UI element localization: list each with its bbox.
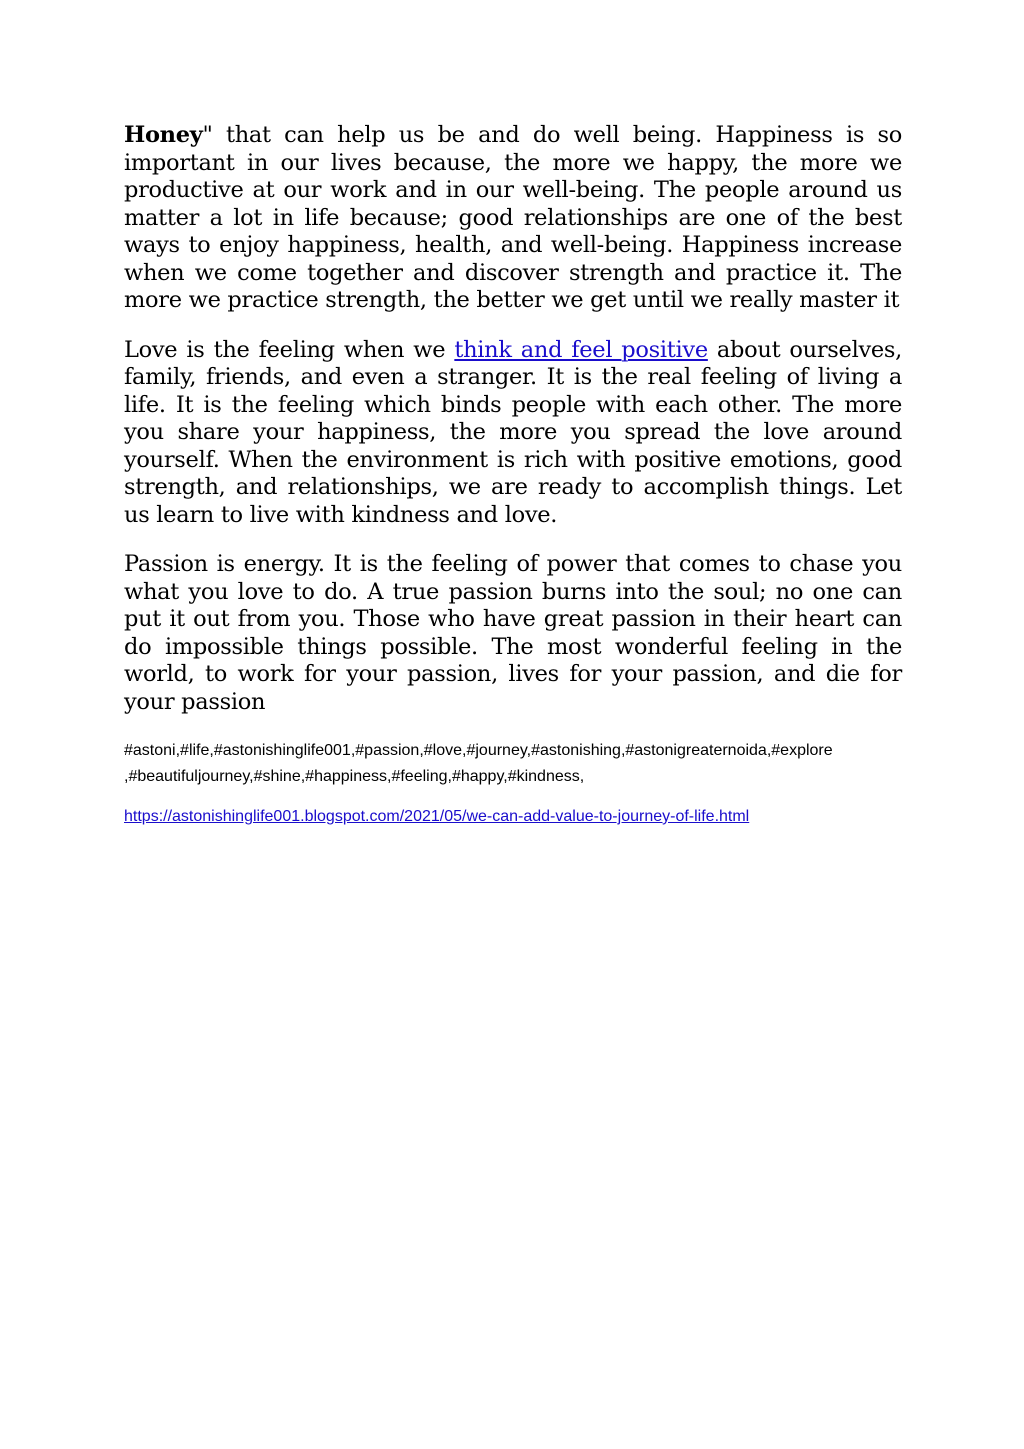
bold-word-honey: Honey xyxy=(124,122,203,148)
hashtags-line-2: ,#beautifuljourney,#shine,#happiness,#feeling,#happy,#kindness, xyxy=(124,768,585,785)
document-content xyxy=(124,122,902,828)
hashtags xyxy=(124,738,894,790)
paragraph-love-after-link: about ourselves, family, friends, and even a stranger. It is the real feeling of living a life. It is the feeling which binds people with each other. The more you share your happiness, the more you spread the love around yourself. When the environment is rich with positive emotions, good strength, and relationships, we are ready to accomplish things. Let us learn to live with kindness and love. xyxy=(124,336,902,528)
think-and-feel-positive-link[interactable]: think and feel positive xyxy=(454,336,708,363)
paragraph-passion: Passion is energy. It is the feeling of power that comes to chase you what you love to do. A true passion burns into the soul; no one can put it out from you. Those who have great passion in their heart can do impossible things possible. The most wonderful feeling in the world, to work for your passion, lives for your passion, and die for your passion xyxy=(124,551,902,715)
hashtags-line-1: #astoni,#life,#astonishinglife001,#passion,#love,#journey,#astonishing,#astonigreaternoida,#explore xyxy=(124,742,833,759)
paragraph-love-before-link: Love is the feeling when we xyxy=(124,336,455,363)
paragraph-happiness-text: " that can help us be and do well being. Happiness is so important in our lives because, the more we happy, the more we productive at our work and in our well-being. The people around us matter a lot in life because; good relationships are one of the best ways to enjoy happiness, health, and well-being. Happiness increase when we come together and discover strength and practice it. The more we practice strength, the better we get until we really master it xyxy=(124,122,902,313)
paragraph-happiness xyxy=(124,122,902,315)
paragraph-love xyxy=(124,337,902,530)
blog-post-url-link[interactable]: https://astonishinglife001.blogspot.com/2021/05/we-can-add-value-to-journey-of-life.html xyxy=(124,808,750,825)
